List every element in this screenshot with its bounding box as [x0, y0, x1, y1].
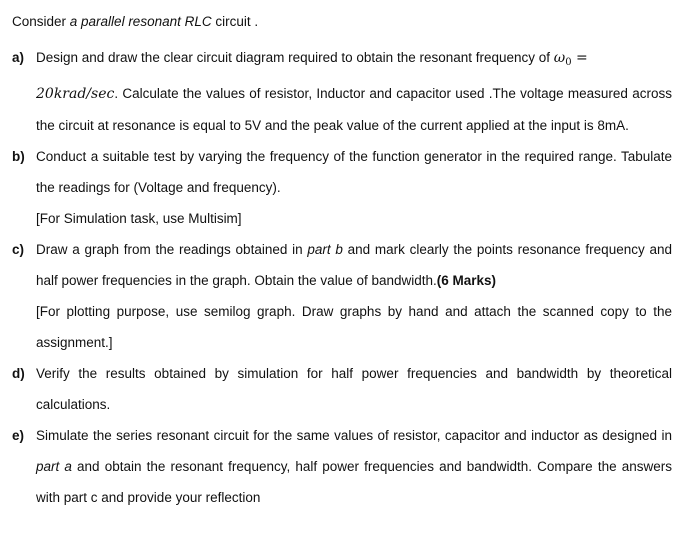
equals-sign: =	[571, 50, 588, 66]
question-b-text	[36, 141, 672, 234]
resonant-frequency-value: 20krad/sec	[36, 86, 115, 102]
question-a	[12, 42, 672, 141]
question-a-label: a)	[12, 50, 25, 65]
question-c-lead: Draw a graph from the readings obtained in	[36, 242, 308, 257]
question-e	[12, 420, 672, 513]
omega-subscript: 0	[565, 57, 572, 68]
question-a-lead: Design and draw the clear circuit diagram required to obtain the resonant frequency of	[36, 50, 554, 65]
question-c	[12, 234, 672, 358]
question-e-lead: Simulate the series resonant circuit for the same values of resistor, capacitor and inductor as designed in	[36, 428, 672, 443]
question-e-tail: and obtain the resonant frequency, half power frequencies and bandwidth. Compare the answers with part c and provide your reflection	[36, 459, 672, 505]
intro-lead: Consider	[12, 14, 70, 29]
question-c-mid: and mark clearly the points resonance frequency and half power frequencies in the graph. Obtain the value of bandwidth.	[36, 242, 672, 288]
question-d-label: d)	[12, 366, 25, 381]
question-c-emphasis: part b	[307, 242, 343, 257]
intro-emphasis: a parallel resonant RLC	[69, 14, 212, 29]
question-e-text	[36, 420, 672, 513]
question-d-text: Verify the results obtained by simulation for half power frequencies and bandwidth by theoretical calculations.	[36, 366, 672, 412]
question-c-marks: (6 Marks)	[436, 273, 497, 288]
intro-line	[12, 12, 672, 32]
question-c-label: c)	[12, 242, 25, 257]
intro-tail: circuit .	[211, 14, 259, 29]
question-b-note: [For Simulation task, use Multisim]	[36, 211, 242, 226]
question-a-tail: . Calculate the values of resistor, Inductor and capacitor used .The voltage measured across the circuit at resonance is equal to 5V and the peak value of the current applied at the input is 8mA.	[36, 86, 672, 133]
question-e-label: e)	[12, 428, 25, 443]
question-d	[12, 358, 672, 420]
omega-symbol: ω	[553, 50, 566, 66]
question-c-text	[36, 234, 672, 358]
question-b-label: b)	[12, 149, 25, 164]
question-c-note: [For plotting purpose, use semilog graph. Draw graphs by hand and attach the scanned copy to the assignment.]	[36, 304, 672, 350]
question-a-text	[36, 42, 672, 141]
question-b-main: Conduct a suitable test by varying the frequency of the function generator in the required range. Tabulate the readings for (Voltage and frequency).	[36, 149, 672, 195]
question-b	[12, 141, 672, 234]
question-e-emphasis: part a	[36, 459, 72, 474]
